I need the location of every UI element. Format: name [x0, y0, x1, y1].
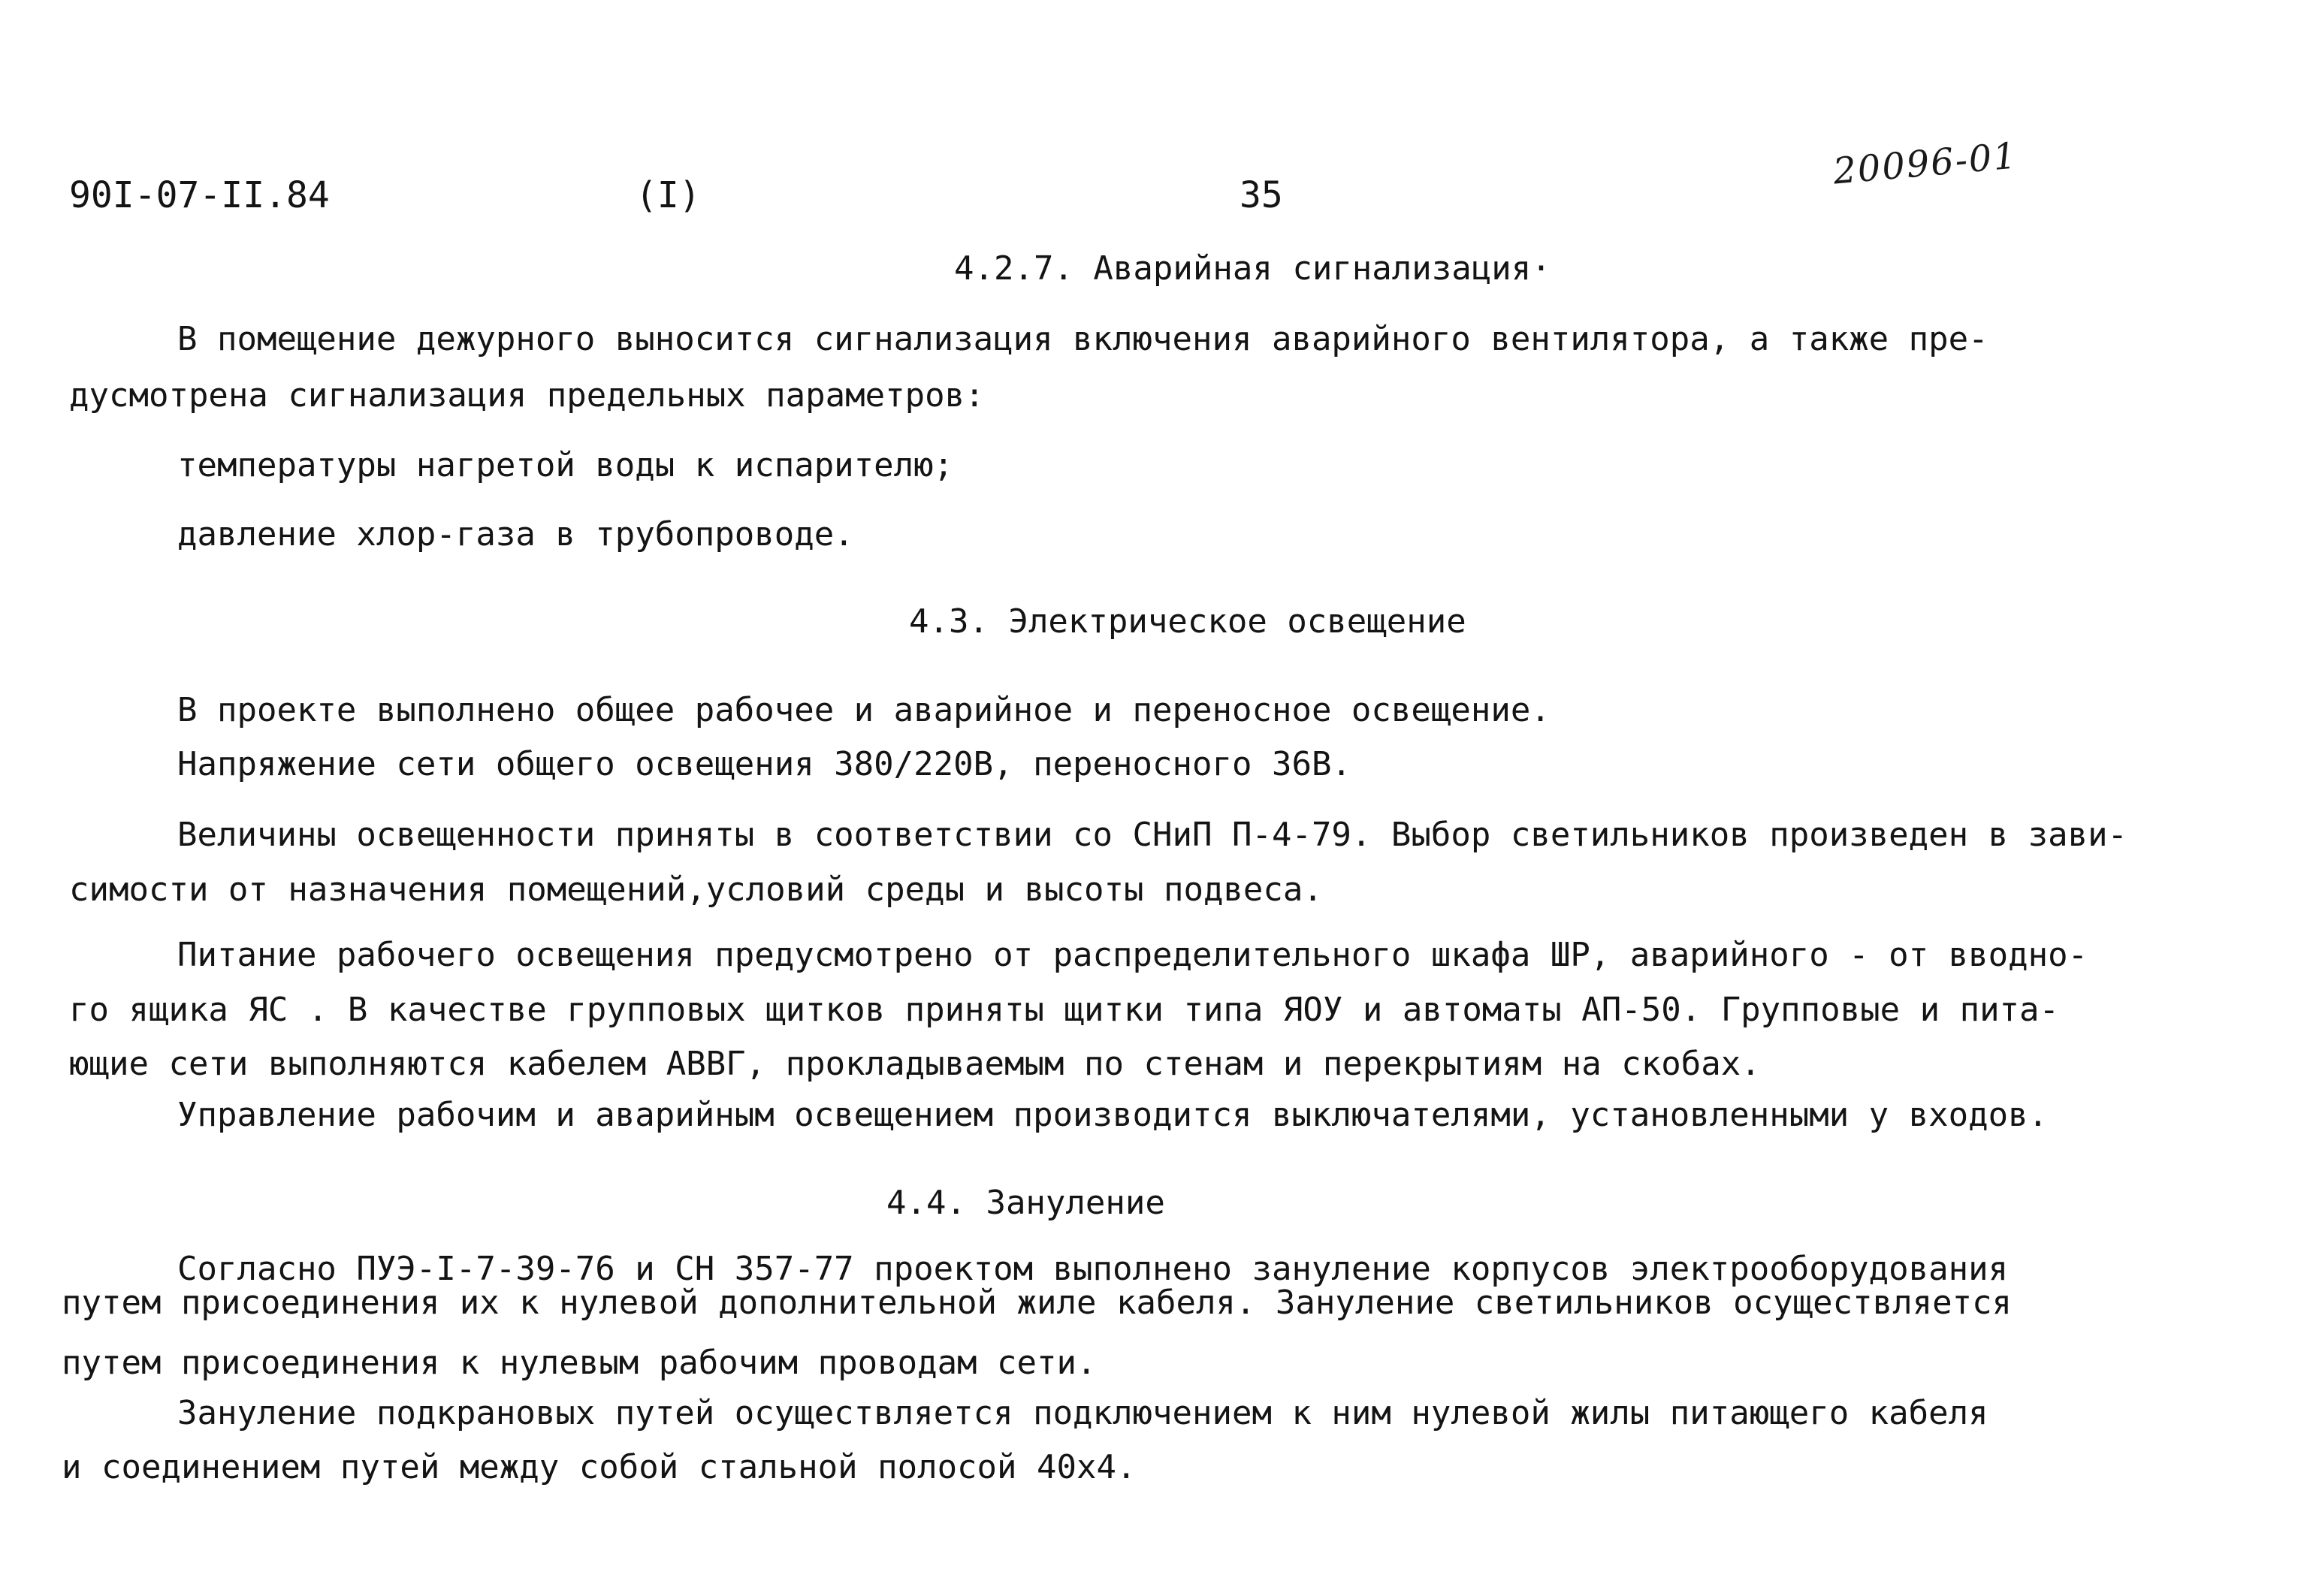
text-line: путем присоединения к нулевым рабочим проводам сети.: [62, 1344, 1097, 1382]
heading-4-3: 4.3. Электрическое освещение: [909, 602, 1466, 641]
text-line: симости от назначения помещений,условий среды и высоты подвеса.: [69, 870, 1323, 909]
text-line: Питание рабочего освещения предусмотрено от распределительного шкафа ШР, аварийного - от вводно-: [177, 936, 2088, 974]
text-line: Напряжение сети общего освещения 380/220В, переносного 36В.: [177, 745, 1351, 783]
part-number: (I): [636, 174, 701, 216]
text-line: Зануление подкрановых путей осуществляется подключением к ним нулевой жилы питающего кабеля: [177, 1394, 1988, 1432]
text-line: Согласно ПУЭ-I-7-39-76 и СН 357-77 проектом выполнено зануление корпусов электрооборудования: [177, 1250, 2009, 1288]
text-line: ющие сети выполняются кабелем АВВГ, прокладываемым по стенам и перекрытиям на скобах.: [69, 1045, 1761, 1083]
text-line: Управление рабочим и аварийным освещением производится выключателями, установленными у входов.: [177, 1096, 2049, 1134]
text-line: дусмотрена сигнализация предельных параметров:: [69, 376, 985, 415]
page-number: 35: [1240, 174, 1283, 216]
heading-4-4: 4.4. Зануление: [886, 1184, 1165, 1222]
text-line: В проекте выполнено общее рабочее и аварийное и переносное освещение.: [177, 691, 1551, 729]
heading-4-2-7: 4.2.7. Аварийная сигнализация·: [954, 249, 1551, 288]
text-line: и соединением путей между собой стальной полосой 40х4.: [62, 1448, 1137, 1486]
handwritten-archive-number: 20096-01: [1831, 134, 2019, 193]
text-line: го ящика ЯС . В качестве групповых щитков приняты щитки типа ЯОУ и автоматы АП-50. Групповые и пита-: [69, 991, 2060, 1029]
text-line: В помещение дежурного выносится сигнализация включения аварийного вентилятора, а также пре-: [177, 320, 1988, 358]
document-code: 90I-07-II.84: [69, 174, 330, 216]
text-line: путем присоединения их к нулевой дополнительной жиле кабеля. Зануление светильников осуществляется: [62, 1284, 2013, 1322]
list-item: температуры нагретой воды к испарителю;: [177, 446, 954, 484]
text-line: Величины освещенности приняты в соответствии со СНиП П-4-79. Выбор светильников произведен в зави-: [177, 816, 2128, 854]
list-item: давление хлор-газа в трубопроводе.: [177, 515, 854, 554]
